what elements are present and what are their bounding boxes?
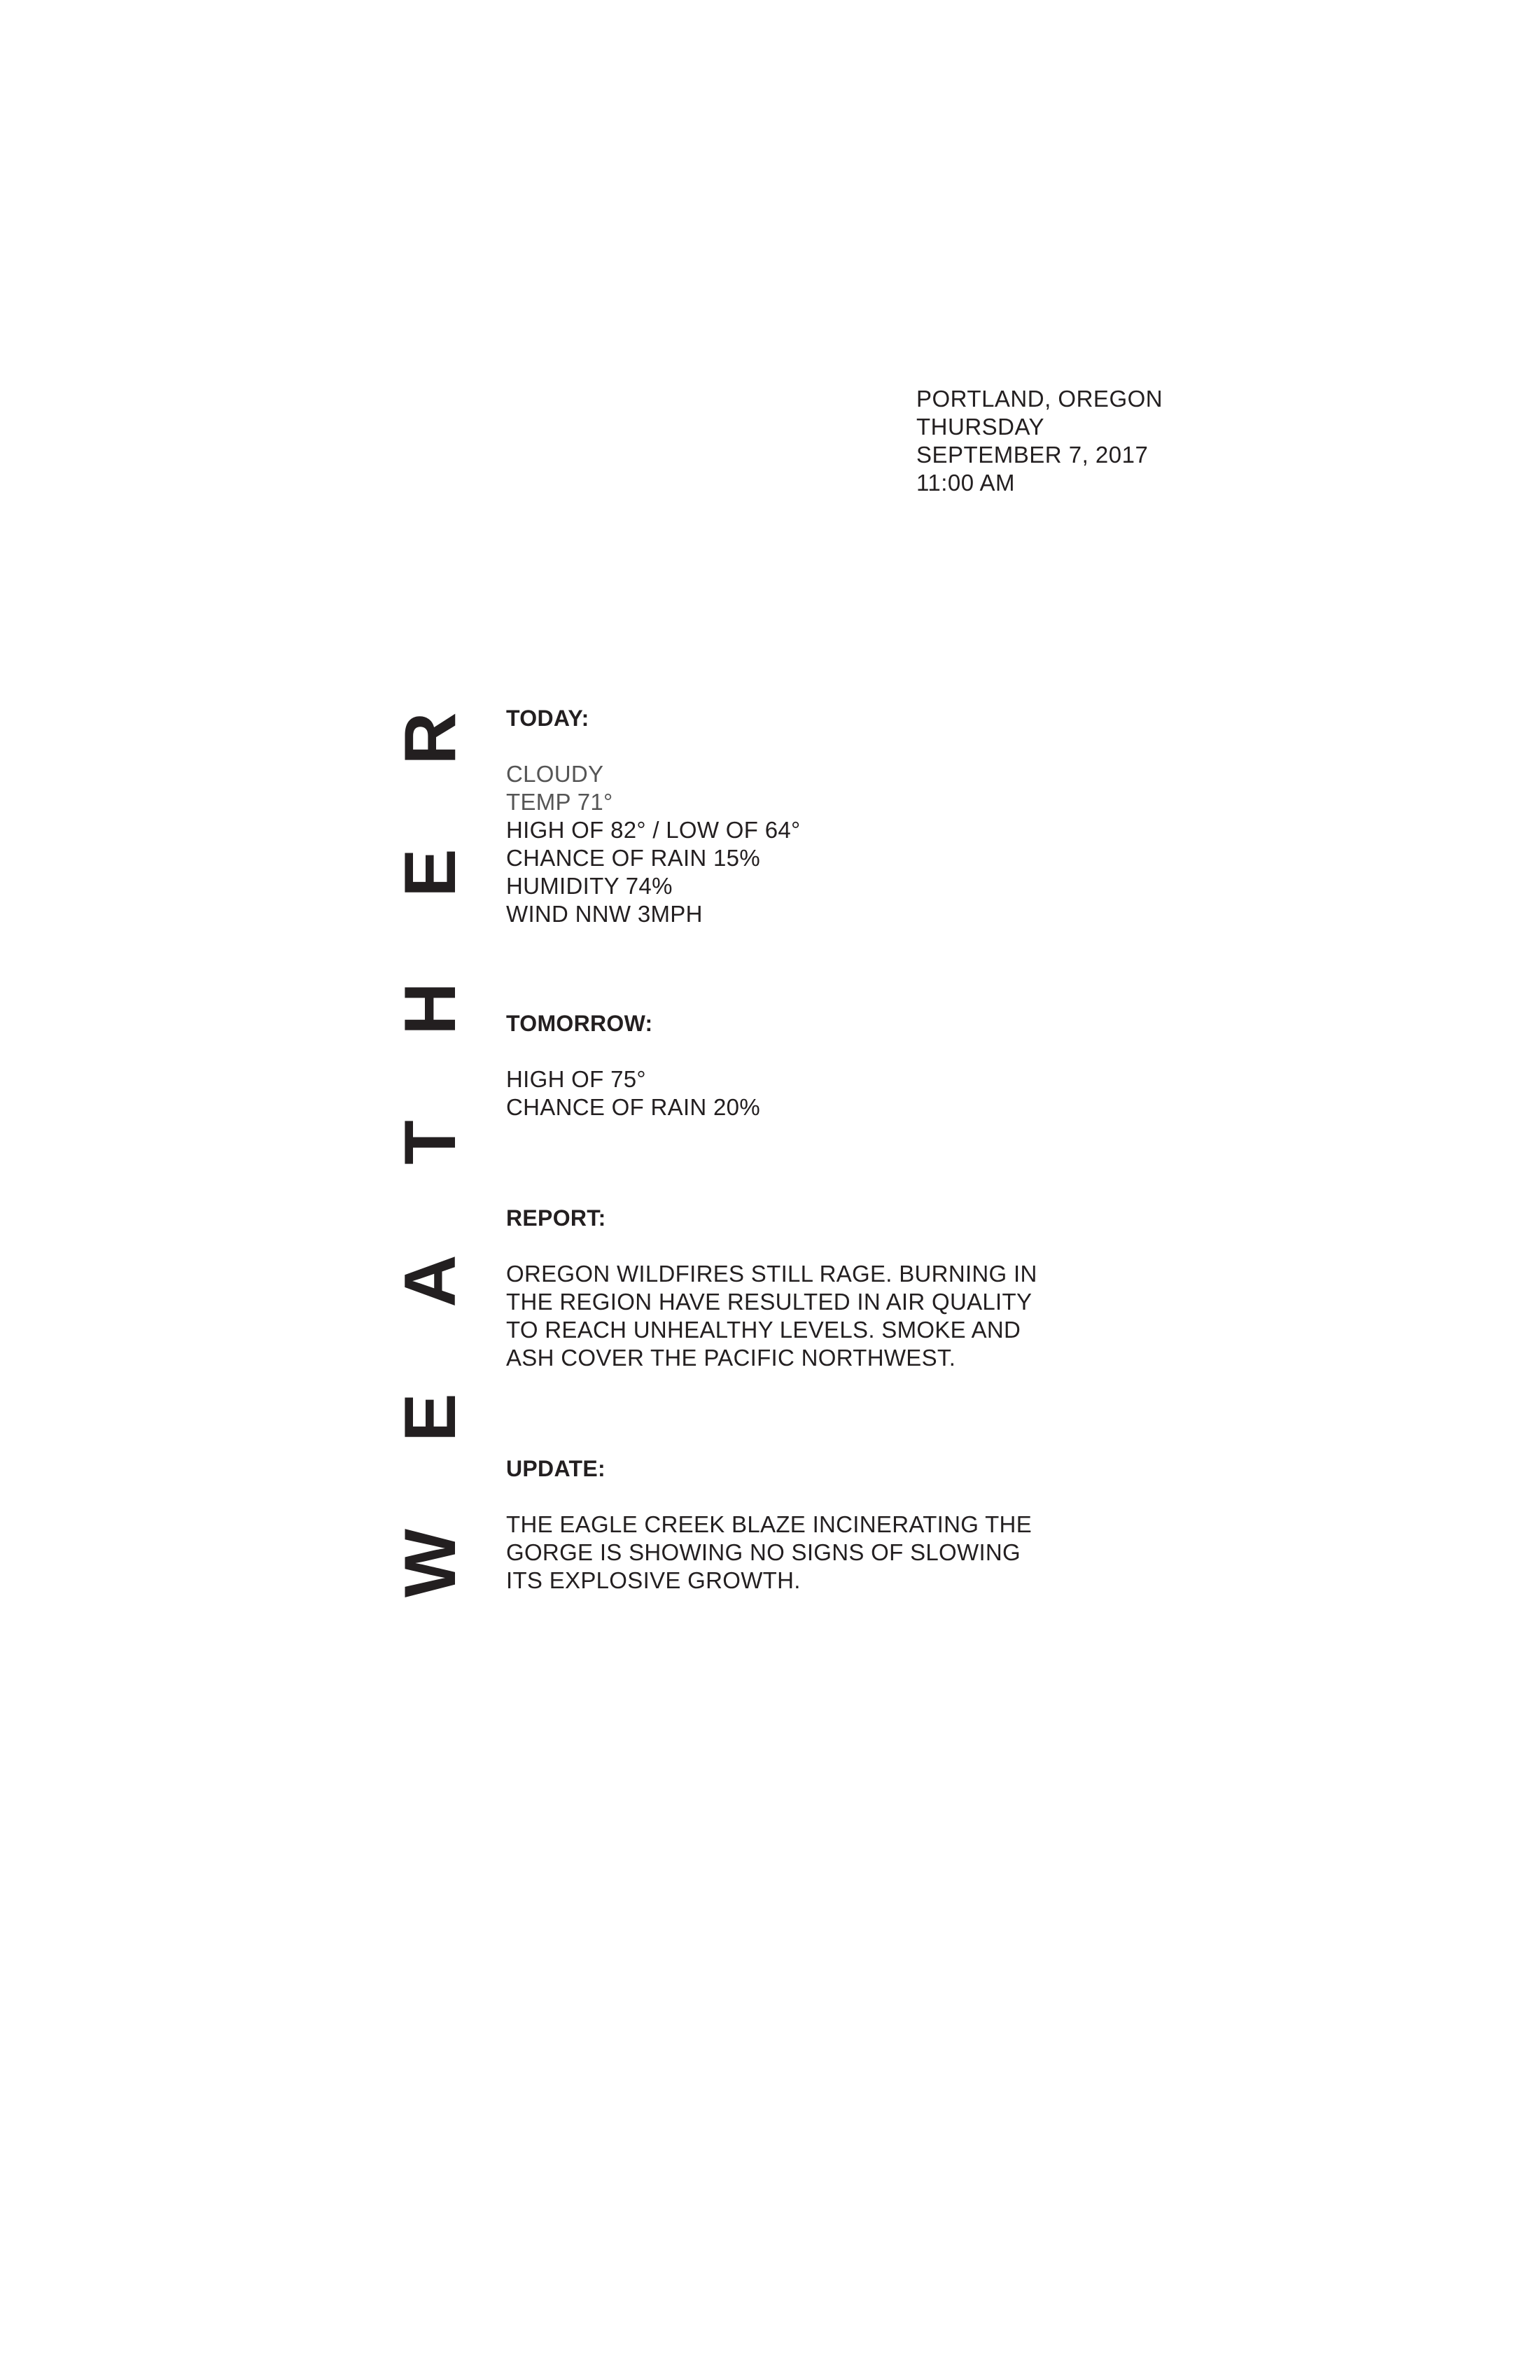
update-line: ITS EXPLOSIVE GROWTH.: [506, 1567, 801, 1593]
report-line: OREGON WILDFIRES STILL RAGE. BURNING IN: [506, 1261, 1037, 1287]
today-wind: WIND NNW 3MPH: [506, 901, 703, 927]
location-text: PORTLAND, OREGON: [916, 386, 1163, 412]
update-heading: UPDATE:: [506, 1456, 606, 1481]
update-line: GORGE IS SHOWING NO SIGNS OF SLOWING: [506, 1539, 1021, 1565]
today-humidity: HUMIDITY 74%: [506, 873, 673, 899]
update-line: THE EAGLE CREEK BLAZE INCINERATING THE: [506, 1511, 1032, 1537]
update-section: [506, 1455, 1080, 1595]
today-heading: TODAY:: [506, 706, 589, 731]
tomorrow-heading: TOMORROW:: [506, 1011, 653, 1036]
tomorrow-rain: CHANCE OF RAIN 20%: [506, 1094, 760, 1120]
title-letter: H: [390, 982, 471, 1035]
date-text: SEPTEMBER 7, 2017: [916, 442, 1149, 468]
title-letter: E: [390, 848, 471, 897]
today-high-low: HIGH OF 82° / LOW OF 64°: [506, 817, 801, 843]
report-line: ASH COVER THE PACIFIC NORTHWEST.: [506, 1345, 956, 1371]
tomorrow-high: HIGH OF 75°: [506, 1066, 646, 1092]
report-heading: REPORT:: [506, 1205, 606, 1231]
today-rain: CHANCE OF RAIN 15%: [506, 845, 760, 871]
header-meta: [916, 385, 1163, 497]
title-letter: W: [390, 1528, 471, 1598]
vertical-title-weather: [382, 704, 479, 1606]
title-letter: T: [390, 1120, 471, 1165]
tomorrow-section: [506, 1009, 1080, 1121]
title-letter: A: [390, 1254, 471, 1308]
day-text: THURSDAY: [916, 414, 1045, 440]
today-section: [506, 704, 1080, 928]
title-letter: R: [390, 712, 471, 765]
report-line: TO REACH UNHEALTHY LEVELS. SMOKE AND: [506, 1317, 1021, 1343]
today-condition: CLOUDY: [506, 761, 604, 787]
report-section: [506, 1204, 1080, 1372]
report-line: THE REGION HAVE RESULTED IN AIR QUALITY: [506, 1289, 1032, 1315]
today-temp: TEMP 71°: [506, 789, 613, 815]
time-text: 11:00 AM: [916, 470, 1015, 496]
title-letter: E: [390, 1393, 471, 1442]
